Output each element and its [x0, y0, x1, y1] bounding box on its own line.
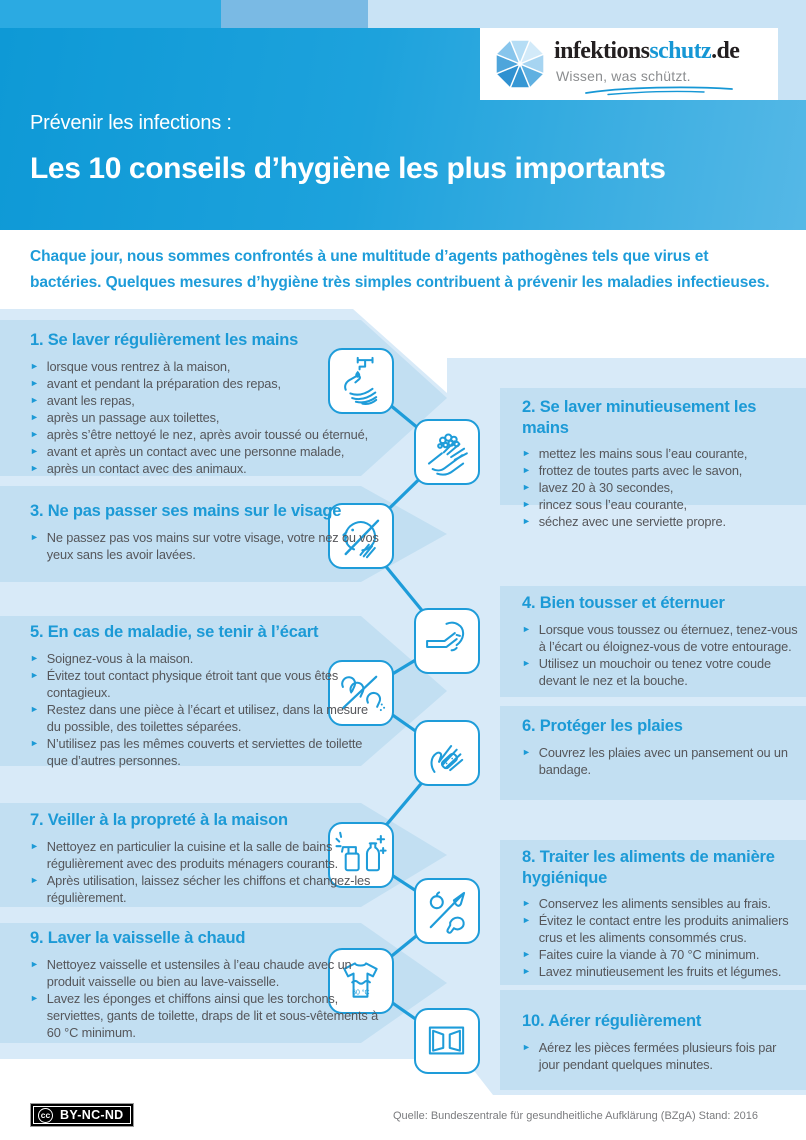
bullet-item — [522, 462, 798, 479]
open-window-icon — [414, 1008, 480, 1074]
bullet-arrow-icon: ► — [30, 840, 39, 851]
source-text: Quelle: Bundeszentrale für gesundheitliche Aufklärung (BZgA) Stand: 2016 — [392, 1110, 758, 1122]
bullet-arrow-icon: ► — [30, 874, 39, 885]
page-title: Les 10 conseils d’hygiène les plus importants — [30, 152, 666, 185]
logo-domain-blue: schutz — [649, 38, 712, 64]
section-6 — [522, 716, 798, 778]
bullet-arrow-icon: ► — [522, 915, 531, 926]
bullet-item — [522, 946, 798, 963]
section-7 — [30, 810, 382, 906]
bullet-item — [522, 496, 798, 513]
bullet-arrow-icon: ► — [30, 531, 39, 542]
bullet-arrow-icon: ► — [522, 898, 531, 909]
cc-license-badge — [30, 1103, 134, 1127]
bullet-item — [522, 963, 798, 980]
section-8 — [522, 847, 798, 980]
bullet-text: lorsque vous rentrez à la maison, — [46, 358, 231, 374]
bullet-text: avant les repas, — [46, 392, 135, 408]
bullet-text: Évitez le contact entre les produits animaliers crus et les aliments consommés crus. — [538, 913, 789, 946]
section-1 — [30, 330, 382, 477]
bullet-text: mettez les mains sous l’eau courante, — [538, 446, 748, 462]
bullet-item — [522, 744, 798, 778]
bullet-text: N’utilisez pas les mêmes couverts et serviettes de toilette que d’autres personnes. — [46, 735, 363, 768]
bullet-text: Faites cuire la viande à 70 °C minimum. — [538, 947, 760, 963]
svg-text:60 °C: 60 °C — [352, 989, 370, 997]
bullet-arrow-icon: ► — [522, 623, 531, 634]
section-title: 8. Traiter les aliments de manière hygiénique — [522, 848, 775, 887]
bullet-text: après s’être nettoyé le nez, après avoir toussé ou éternué, — [46, 426, 368, 442]
section-title: 5. En cas de maladie, se tenir à l’écart — [30, 623, 319, 641]
logo-box — [480, 28, 778, 100]
bullet-item — [522, 445, 798, 462]
logo-domain-tld: .de — [711, 38, 740, 64]
bullet-item — [522, 895, 798, 912]
soapy-hands-icon — [414, 419, 480, 485]
bullet-text: lavez 20 à 30 secondes, — [538, 480, 674, 496]
bullet-item — [30, 956, 382, 990]
bullet-text: Restez dans une pièce à l’écart et utilisez, dans la mesure du possible, des toilettes séparées. — [46, 701, 368, 734]
bullet-text: frottez de toutes parts avec le savon, — [538, 463, 743, 479]
bullet-item — [30, 392, 382, 409]
raw-food-icon — [414, 878, 480, 944]
cough-in-elbow-icon — [414, 608, 480, 674]
bullet-item — [30, 838, 382, 872]
bullet-text: avant et après un contact avec une personne malade, — [46, 443, 345, 459]
bullet-arrow-icon: ► — [522, 482, 531, 493]
logo-domain — [554, 38, 739, 65]
bullet-text: séchez avec une serviette propre. — [538, 514, 726, 530]
bullet-text: Ne passez pas vos mains sur votre visage, votre nez ou vos yeux sans les avoir lavées. — [46, 529, 379, 562]
cc-icon: cc — [38, 1108, 53, 1123]
bullet-text: Lorsque vous toussez ou éternuez, tenez-vous à l’écart ou éloignez-vous de votre entourage. — [538, 621, 798, 654]
bullet-item — [30, 375, 382, 392]
bullet-item — [30, 529, 382, 563]
bullet-arrow-icon: ► — [522, 465, 531, 476]
bullet-item — [30, 701, 382, 735]
section-title: 1. Se laver régulièrement les mains — [30, 331, 299, 349]
bullet-text: rincez sous l’eau courante, — [538, 497, 687, 513]
bullet-arrow-icon: ► — [30, 703, 39, 714]
bullet-arrow-icon: ► — [522, 657, 531, 668]
bullet-arrow-icon: ► — [522, 516, 531, 527]
bullet-text: Nettoyez vaisselle et ustensiles à l’eau chaude avec un produit vaisselle ou bien au lave-vaisselle. — [46, 956, 352, 989]
bullet-arrow-icon: ► — [30, 377, 39, 388]
bullet-item — [522, 655, 798, 689]
bullet-item — [30, 409, 382, 426]
bullet-item — [30, 650, 382, 667]
logo-side-strip — [778, 28, 806, 100]
bullet-text: Utilisez un mouchoir ou tenez votre coude devant le nez et la bouche. — [538, 655, 771, 688]
section-3 — [30, 501, 382, 563]
bullet-arrow-icon: ► — [522, 746, 531, 757]
bullet-text: Évitez tout contact physique étroit tant que vous êtes contagieux. — [46, 667, 339, 700]
bullet-arrow-icon: ► — [30, 958, 39, 969]
bullet-item — [30, 990, 382, 1041]
section-title: 3. Ne pas passer ses mains sur le visage — [30, 502, 342, 520]
logo-tagline: Wissen, was schützt. — [556, 68, 691, 84]
section-5 — [30, 622, 382, 769]
bullet-text: Soignez-vous à la maison. — [46, 650, 194, 666]
bullet-text: Aérez les pièces fermées plusieurs fois par jour pendant quelques minutes. — [538, 1039, 777, 1072]
bullet-arrow-icon: ► — [30, 445, 39, 456]
section-4 — [522, 593, 798, 689]
bullet-arrow-icon: ► — [30, 394, 39, 405]
bullet-text: avant et pendant la préparation des repas, — [46, 375, 281, 391]
bullet-item — [30, 460, 382, 477]
bullet-arrow-icon: ► — [522, 448, 531, 459]
bullet-item — [30, 443, 382, 460]
bullet-arrow-icon: ► — [30, 462, 39, 473]
bullet-arrow-icon: ► — [522, 499, 531, 510]
bullet-arrow-icon: ► — [30, 428, 39, 439]
tagline-swoosh-icon — [584, 86, 734, 96]
section-title: 7. Veiller à la propreté à la maison — [30, 811, 288, 829]
bullet-text: Conservez les aliments sensibles au frais. — [538, 896, 771, 912]
bullet-arrow-icon: ► — [522, 1041, 531, 1052]
bullet-text: Couvrez les plaies avec un pansement ou un bandage. — [538, 744, 788, 777]
section-title: 6. Protéger les plaies — [522, 717, 683, 735]
bullet-item — [30, 426, 382, 443]
bullet-arrow-icon: ► — [522, 966, 531, 977]
bullet-arrow-icon: ► — [30, 360, 39, 371]
bullet-text: Lavez les éponges et chiffons ainsi que les torchons, serviettes, gants de toilette, draps de lit et sous-vêtements à 60 °C minimum. — [46, 990, 379, 1040]
bandage-hand-icon — [414, 720, 480, 786]
bullet-arrow-icon: ► — [30, 669, 39, 680]
section-10 — [522, 1011, 798, 1073]
section-title: 2. Se laver minutieusement les mains — [522, 398, 757, 437]
section-2 — [522, 397, 798, 530]
intro-text: Chaque jour, nous sommes confrontés à une multitude d’agents pathogènes tels que virus et bactéries. Quelques mesures d’hygiène très simples contribuent à prévenir les maladies infectieuses. — [30, 248, 770, 291]
section-9 — [30, 928, 382, 1041]
license-label: BY-NC-ND — [60, 1108, 124, 1122]
section-title: 10. Aérer régulièrement — [522, 1012, 702, 1030]
section-title: 4. Bien tousser et éternuer — [522, 594, 725, 612]
umbrella-logo-icon — [492, 35, 548, 93]
bullet-item — [522, 621, 798, 655]
bullet-item — [30, 358, 382, 375]
bullet-item — [30, 667, 382, 701]
bullet-item — [522, 1039, 798, 1073]
bullet-text: après un passage aux toilettes, — [46, 409, 220, 425]
bullet-text: Après utilisation, laissez sécher les chiffons et changez-les régulièrement. — [46, 872, 371, 905]
bullet-text: après un contact avec des animaux. — [46, 460, 247, 476]
bullet-arrow-icon: ► — [30, 737, 39, 748]
logo-domain-black: infektions — [554, 38, 650, 64]
bullet-arrow-icon: ► — [522, 949, 531, 960]
bullet-item — [522, 513, 798, 530]
bullet-arrow-icon: ► — [30, 992, 39, 1003]
section-title: 9. Laver la vaisselle à chaud — [30, 929, 246, 947]
bullet-item — [30, 735, 382, 769]
bullet-text: Nettoyez en particulier la cuisine et la salle de bains régulièrement avec des produits ménagers courants. — [46, 838, 339, 871]
bullet-arrow-icon: ► — [30, 652, 39, 663]
banner-kicker: Prévenir les infections : — [30, 112, 232, 134]
bullet-item — [522, 479, 798, 496]
bullet-arrow-icon: ► — [30, 411, 39, 422]
bullet-text: Lavez minutieusement les fruits et légumes. — [538, 964, 782, 980]
bullet-item — [522, 912, 798, 946]
bullet-item — [30, 872, 382, 906]
